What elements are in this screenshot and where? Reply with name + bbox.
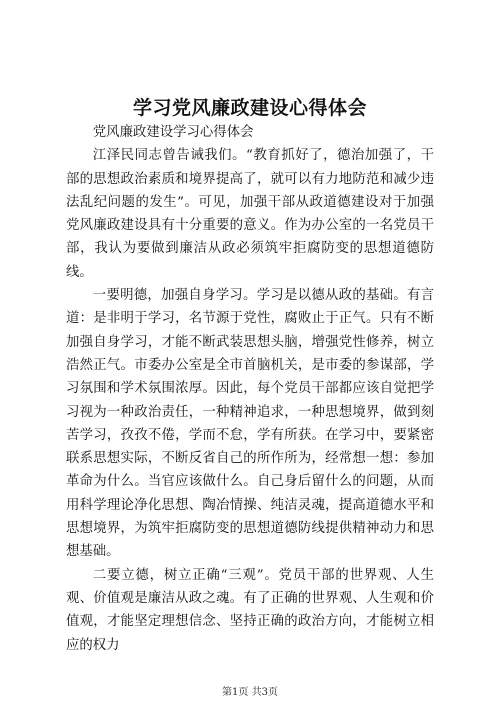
document-body [66, 121, 434, 657]
paragraph-point-one: 一要明德，加强自身学习。学习是以德从政的基础。有言道：是非明于学习，名节源于党性，腐败止于正气。只有不断加强自身学习，才能不断武装思想头脑，增强党性修养，树立浩然正气。市委办公室是全市首脑机关，是市委的参谋部，学习氛围和学术氛围浓厚。因此，每个党员干部都应该自觉把学习视为一种政治责任，一种精神追求，一种思想境界，做到刻苦学习，孜孜不倦，学而不怠，学有所获。在学习中，要紧密联系思想实际，不断反省自己的所作所为，经常想一想：参加革命为什么。当官应该做什么。自己身后留什么的问题，从而用科学理论净化思想、陶冶情操、纯洁灵魂，提高道德水平和思想境界，为筑牢拒腐防变的思想道德防线提供精神动力和思想基础。 [66, 288, 434, 560]
paragraph-intro: 江泽民同志曾告诫我们。“教育抓好了，德治加强了，干部的思想政治素质和境界提高了，就可以有力地防范和减少违法乱纪问题的发生”。可见，加强干部从政道德建设对于加强党风廉政建设具有十分重要的意义。作为办公室的一名党员干部，我认为要做到廉洁从政必须筑牢拒腐防变的思想道德防线。 [66, 148, 434, 280]
paragraph-point-two: 二要立德，树立正确“三观”。党员干部的世界观、人生观、价值观是廉洁从政之魂。有了正确的世界观、人生观和价值观，才能坚定理想信念、坚持正确的政治方向，才能树立相应的权力 [66, 567, 434, 653]
document-title: 学习党风廉政建设心得体会 [132, 97, 367, 119]
paragraph-subtitle: 党风廉政建设学习心得体会 [92, 125, 254, 140]
page-number-footer: 第1页 共3页 [222, 687, 278, 698]
